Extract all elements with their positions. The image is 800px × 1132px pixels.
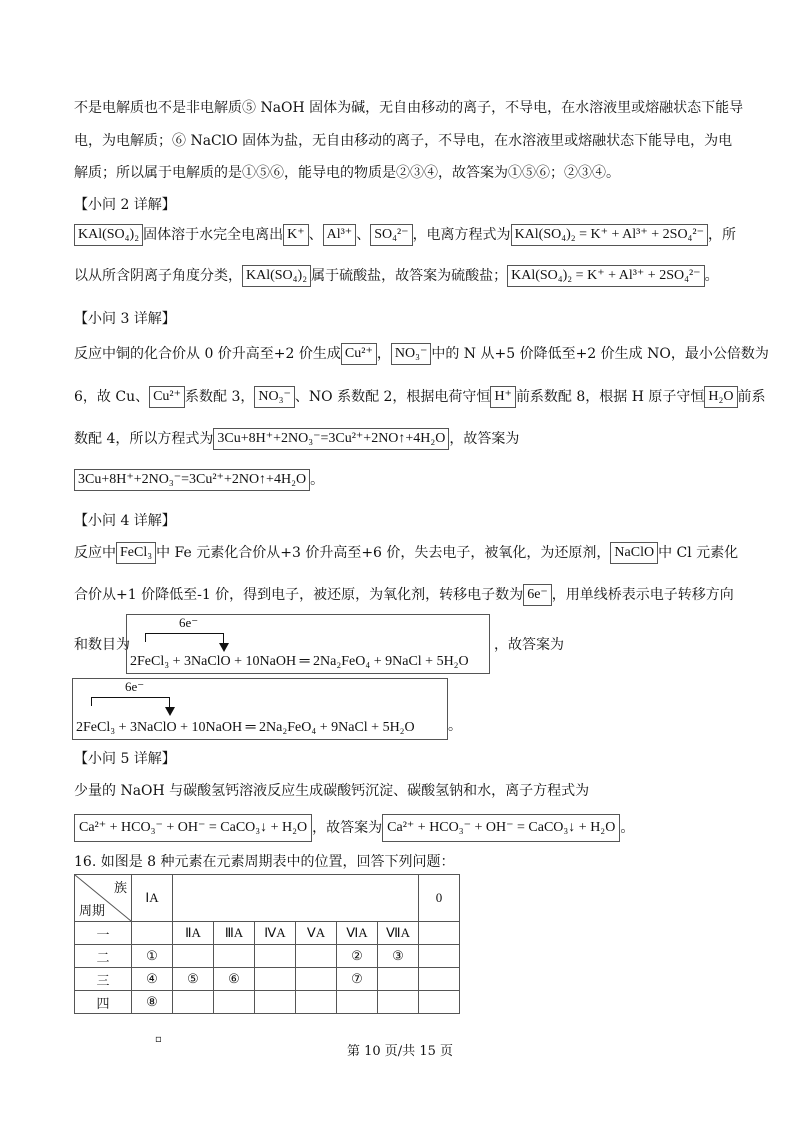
formula-box: Cu²⁺ (341, 343, 377, 365)
section-heading: 【小问 4 详解】 (74, 513, 176, 529)
q3-line-4 (74, 469, 324, 491)
text: ，所 (708, 227, 737, 243)
group-header: ⅠA (132, 875, 173, 922)
text: 中的 N 从+5 价降低至+2 价生成 NO，最小公倍数为 (431, 346, 769, 362)
text: 。 (620, 820, 635, 836)
table-cell (214, 945, 255, 968)
formula-box: KAl(SO₄)₂ (242, 265, 311, 287)
arrow-head-icon (219, 643, 229, 652)
table-cell (419, 968, 460, 991)
question-16: 16. 如图是 8 种元素在元素周期表中的位置，回答下列问题： (74, 854, 455, 870)
bridge-line (145, 633, 224, 642)
formula-box: H⁺ (490, 386, 516, 408)
table-corner (75, 875, 132, 922)
text: 、 (356, 227, 371, 243)
table-cell (173, 991, 214, 1014)
text: ，电离方程式为 (412, 227, 511, 243)
paragraph-line: 不是电解质也不是非电解质⑤ NaOH 固体为碱，无自由移动的离子，不导电，在水溶液里或熔融状态下能导 (74, 100, 744, 116)
q5-line-2 (74, 814, 634, 842)
formula-box: 6e⁻ (523, 584, 552, 606)
formula-box: KAl(SO₄)₂ (74, 224, 143, 246)
q4-line-3-label: 和数目为 (74, 637, 130, 653)
table-cell: ① (132, 945, 173, 968)
table-cell (378, 991, 419, 1014)
text: 反应中铜的化合价从 0 价升高至+2 价生成 (74, 346, 341, 362)
periodic-table (74, 874, 460, 1014)
q5-line-1: 少量的 NaOH 与碳酸氢钙溶液反应生成碳酸钙沉淀、碳酸氢钠和水，离子方程式为 (74, 783, 590, 799)
table-cell: ④ (132, 968, 173, 991)
table-row (75, 968, 460, 991)
text: 中 Cl 元素化 (658, 545, 739, 561)
formula-box: Al³⁺ (323, 224, 357, 246)
period-label: 二 (75, 945, 132, 968)
bridge-label: 6e⁻ (179, 615, 199, 630)
text: 6，故 Cu、 (74, 389, 150, 405)
table-cell (214, 991, 255, 1014)
text: 以从所含阴离子角度分类， (74, 268, 242, 284)
text: 。 (310, 472, 325, 488)
table-cell: ⑦ (337, 968, 378, 991)
equation-box: 3Cu+8H⁺+2NO₃⁻=3Cu²⁺+2NO↑+4H₂O (74, 469, 310, 491)
text: 前系 (737, 389, 766, 405)
text: 数配 4，所以方程式为 (74, 431, 214, 447)
period-label: 四 (75, 991, 132, 1014)
text: 、NO 系数配 2，根据电荷守恒 (294, 389, 491, 405)
table-cell (255, 968, 296, 991)
group-header: ⅦA (378, 922, 419, 945)
corner-period-label: 周期 (79, 903, 106, 918)
page-footer: 第 10 页/共 15 页 (347, 1044, 453, 1059)
table-cell (132, 922, 173, 945)
table-cell: ⑥ (214, 968, 255, 991)
section-heading: 【小问 5 详解】 (74, 751, 176, 767)
table-row (75, 945, 460, 968)
q3-line-3 (74, 428, 519, 450)
formula-box: NaClO (610, 542, 658, 564)
q3-line-2 (74, 386, 766, 408)
text: 合价从+1 价降低至-1 价，得到电子，被还原，为氧化剂，转移电子数为 (74, 587, 524, 603)
section-heading: 【小问 2 详解】 (74, 197, 176, 213)
group-header: ⅥA (337, 922, 378, 945)
q2-line-2 (74, 265, 719, 287)
corner-group-label: 族 (113, 880, 127, 895)
text: ，故答案为 (449, 431, 520, 447)
text: 固体溶于水完全电离出 (143, 227, 284, 243)
formula-box: K⁺ (283, 224, 309, 246)
q2-line-1 (74, 224, 736, 246)
table-cell (255, 991, 296, 1014)
group-header: ⅤA (296, 922, 337, 945)
table-cell (255, 945, 296, 968)
equation-box: Ca²⁺ + HCO₃⁻ + OH⁻ = CaCO₃↓ + H₂O (74, 814, 312, 842)
text: ，故答案为 (312, 820, 383, 836)
text: 。 (704, 268, 719, 284)
table-cell: ③ (378, 945, 419, 968)
table-cell (419, 945, 460, 968)
q4-line-1 (74, 542, 738, 564)
table-cell (419, 922, 460, 945)
table-cell (378, 968, 419, 991)
table-cell (173, 945, 214, 968)
text: ，用单线桥表示电子转移方向 (551, 587, 734, 603)
text: 、 (308, 227, 323, 243)
text: 。 (448, 718, 462, 734)
text: 反应中 (74, 545, 116, 561)
formula-box: H₂O (704, 386, 737, 408)
text: 前系数配 8，根据 H 原子守恒 (515, 389, 705, 405)
equation-text: 2FeCl₃ + 3NaClO + 10NaOH ═ 2Na₂FeO₄ + 9NaCl + 5H₂O (130, 654, 469, 669)
equation-text: 2FeCl₃ + 3NaClO + 10NaOH ═ 2Na₂FeO₄ + 9NaCl + 5H₂O (76, 720, 415, 735)
formula-box: FeCl₃ (116, 542, 156, 564)
table-cell (296, 945, 337, 968)
small-mark: ▫ (155, 1034, 162, 1045)
section-heading: 【小问 3 详解】 (74, 311, 176, 327)
period-label: 三 (75, 968, 132, 991)
group-header: ⅡA (173, 922, 214, 945)
text: 属于硫酸盐，故答案为硫酸盐； (311, 268, 508, 284)
electron-transfer-diagram (126, 614, 490, 674)
bridge-label: 6e⁻ (125, 679, 145, 694)
group-header: 0 (419, 875, 460, 922)
formula-box: Cu²⁺ (149, 386, 185, 408)
electron-transfer-diagram (72, 678, 448, 740)
equation-box: Ca²⁺ + HCO₃⁻ + OH⁻ = CaCO₃↓ + H₂O (382, 814, 620, 842)
q4-line-2 (74, 584, 734, 606)
text: ， (376, 346, 391, 362)
text: 系数配 3， (185, 389, 255, 405)
equation-box: 3Cu+8H⁺+2NO₃⁻=3Cu²⁺+2NO↑+4H₂O (213, 428, 449, 450)
formula-box: SO₄²⁻ (370, 224, 412, 246)
bridge-line (91, 697, 170, 706)
text: ，故答案为 (494, 637, 564, 653)
table-cell (296, 991, 337, 1014)
formula-box: NO₃⁻ (391, 343, 432, 365)
paragraph-line: 电，为电解质；⑥ NaClO 固体为盐，无自由移动的离子，不导电，在水溶液里或熔融状态下能导电，为电 (74, 133, 733, 149)
table-cell: ⑧ (132, 991, 173, 1014)
table-row (75, 991, 460, 1014)
formula-box: NO₃⁻ (254, 386, 295, 408)
table-cell (337, 991, 378, 1014)
group-header: ⅢA (214, 922, 255, 945)
equation-box: KAl(SO₄)₂ = K⁺ + Al³⁺ + 2SO₄²⁻ (507, 265, 704, 287)
table-cell (419, 991, 460, 1014)
equation-box: KAl(SO₄)₂ = K⁺ + Al³⁺ + 2SO₄²⁻ (511, 224, 708, 246)
arrow-head-icon (165, 707, 175, 716)
paragraph-line: 解质；所以属于电解质的是①⑤⑥，能导电的物质是②③④，故答案为①⑤⑥；②③④。 (74, 165, 620, 181)
period-label: 一 (75, 922, 132, 945)
text: 中 Fe 元素化合价从+3 价升高至+6 价，失去电子，被氧化，为还原剂， (156, 545, 611, 561)
empty-header (173, 875, 419, 922)
table-cell: ⑤ (173, 968, 214, 991)
table-row (75, 922, 460, 945)
table-cell (296, 968, 337, 991)
q3-line-1 (74, 343, 769, 365)
table-cell: ② (337, 945, 378, 968)
group-header: ⅣA (255, 922, 296, 945)
